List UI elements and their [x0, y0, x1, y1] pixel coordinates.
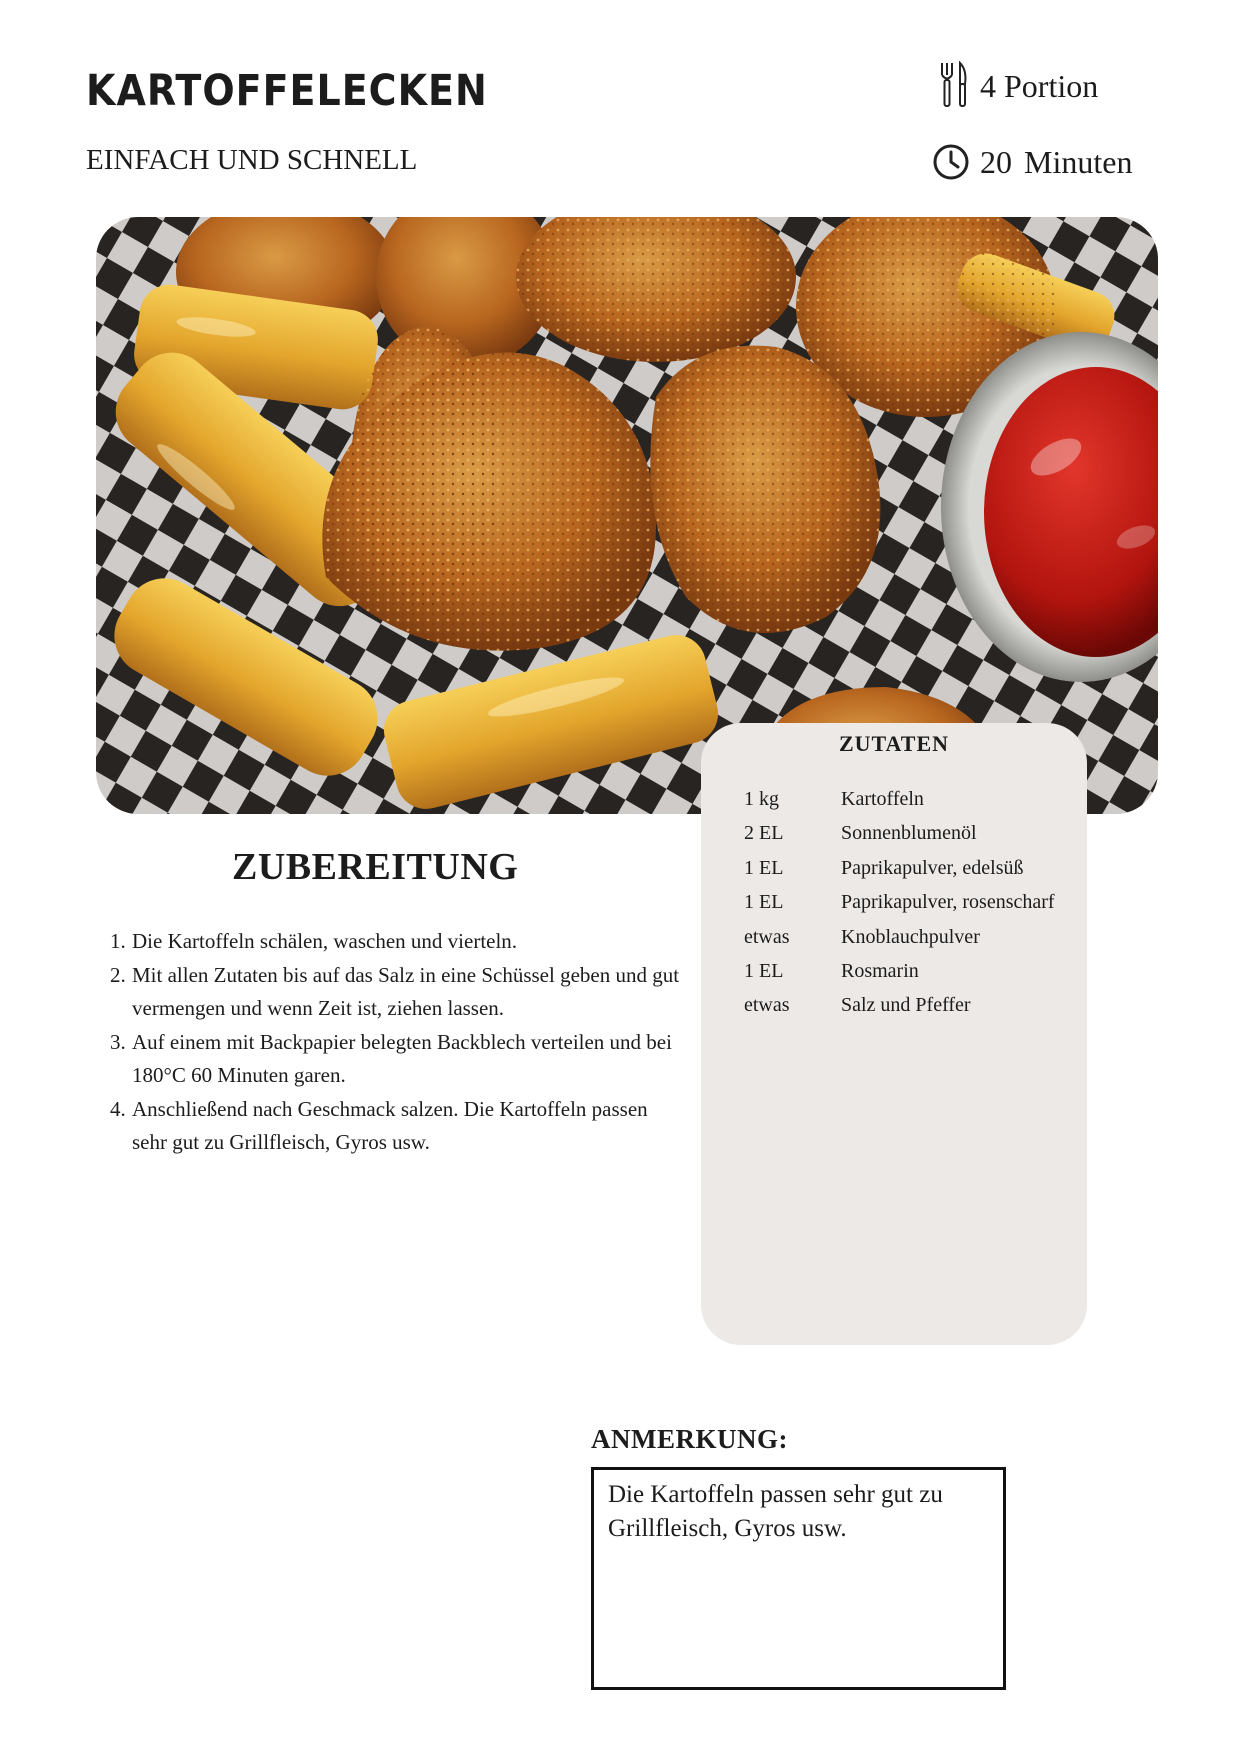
preparation-step: [110, 959, 680, 1026]
ingredient-amount: 1 EL: [744, 857, 784, 879]
ingredient-amount: 1 EL: [744, 960, 784, 982]
note-box: [591, 1467, 1006, 1690]
ingredient-name: Paprikapulver, rosenscharf: [841, 891, 1055, 913]
recipe-title: KARTOFFELECKEN: [86, 66, 488, 116]
preparation-step: [110, 1026, 680, 1093]
time-unit: Minuten: [1024, 144, 1133, 180]
step-number: 4.: [110, 1096, 126, 1121]
step-text: Auf einem mit Backpapier belegten Backblech verteilen und bei 180°C 60 Minuten garen.: [132, 1029, 672, 1087]
ingredient-name: Kartoffeln: [841, 788, 924, 810]
ingredient-name: Sonnenblumenöl: [841, 822, 977, 844]
preparation-heading: ZUBEREITUNG: [232, 846, 519, 888]
ingredient-name: Rosmarin: [841, 960, 919, 982]
ingredient-amount: 1 EL: [744, 891, 784, 913]
preparation-steps: [110, 925, 680, 1160]
fork-knife-icon: [938, 60, 978, 102]
step-number: 3.: [110, 1029, 126, 1054]
ingredients-title: ZUTATEN: [838, 731, 950, 756]
preparation-step: [110, 925, 680, 959]
ingredient-name: Salz und Pfeffer: [841, 994, 971, 1016]
step-number: 2.: [110, 962, 126, 987]
time-value: 20: [980, 144, 1012, 180]
clock-icon: [932, 143, 972, 185]
note-label: ANMERKUNG:: [591, 1424, 788, 1454]
servings-text: 4 Portion: [980, 68, 1099, 104]
ingredient-amount: 1 kg: [744, 788, 779, 810]
step-text: Die Kartoffeln schälen, waschen und vierteln.: [132, 929, 518, 953]
step-text: Mit allen Zutaten bis auf das Salz in eine Schüssel geben und gut vermengen und wenn Zeit ist, ziehen lassen.: [132, 962, 680, 1020]
ingredient-name: Knoblauchpulver: [841, 926, 980, 948]
ingredient-name: Paprikapulver, edelsüß: [841, 857, 1024, 879]
ingredient-amount: 2 EL: [744, 822, 784, 844]
recipe-subtitle: EINFACH UND SCHNELL: [86, 144, 418, 176]
step-number: 1.: [110, 929, 126, 953]
note-text: Die Kartoffeln passen sehr gut zu Grillfleisch, Gyros usw.: [608, 1481, 943, 1542]
ingredient-amount: etwas: [744, 926, 790, 948]
ingredients-card: [701, 723, 1087, 1345]
preparation-step: [110, 1093, 680, 1160]
step-text: Anschließend nach Geschmack salzen. Die Kartoffeln passen sehr gut zu Grillfleisch, Gyros usw.: [132, 1096, 648, 1154]
ingredient-amount: etwas: [744, 994, 790, 1016]
